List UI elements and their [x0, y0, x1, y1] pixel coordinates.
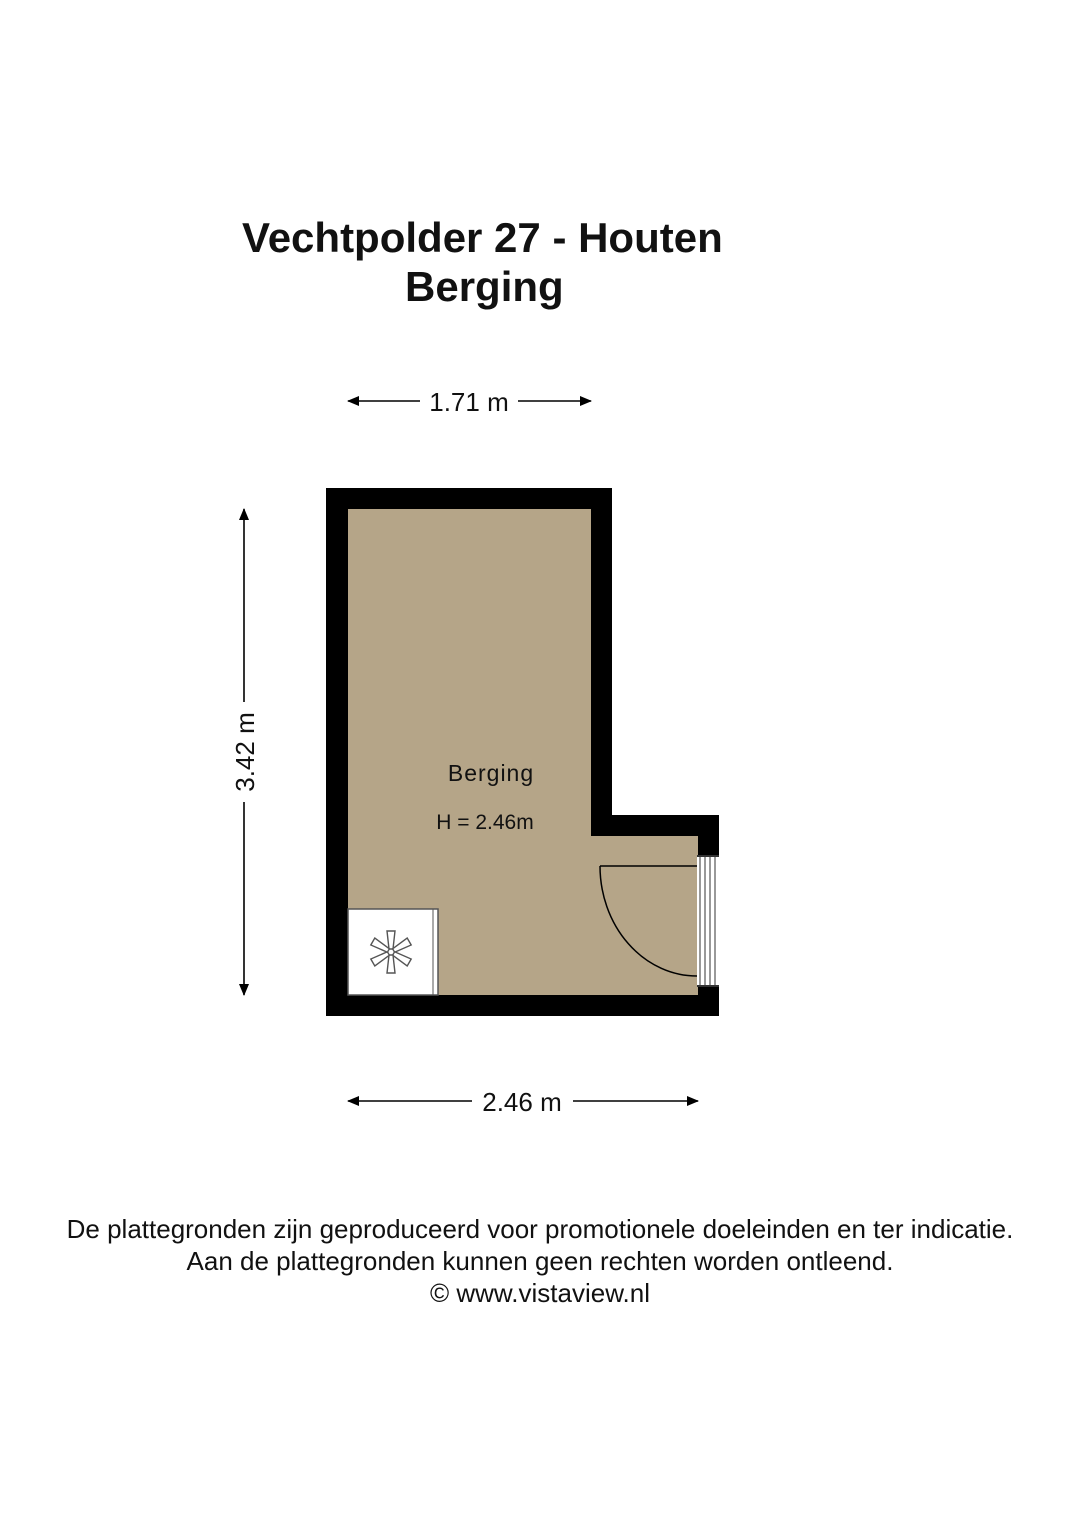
- appliance-box: [348, 909, 438, 995]
- copyright-line: © www.vistaview.nl: [430, 1278, 650, 1308]
- room-label: Berging: [447, 760, 535, 786]
- room-ceiling-height: H = 2.46m: [436, 811, 534, 834]
- dimension-label-height: 3.42 m: [230, 712, 260, 792]
- disclaimer-line: De plattegronden zijn geproduceerd voor promotionele doeleinden en ter indicatie.: [66, 1214, 1014, 1244]
- dimension-label-bottom-width: 2.46 m: [482, 1087, 562, 1117]
- disclaimer-line: Aan de plattegronden kunnen geen rechten worden ontleend.: [186, 1246, 894, 1276]
- plan-title: Vechtpolder 27 - Houten: [242, 214, 723, 261]
- plan-subtitle: Berging: [405, 263, 564, 310]
- dimension-label-top-width: 1.71 m: [429, 387, 509, 417]
